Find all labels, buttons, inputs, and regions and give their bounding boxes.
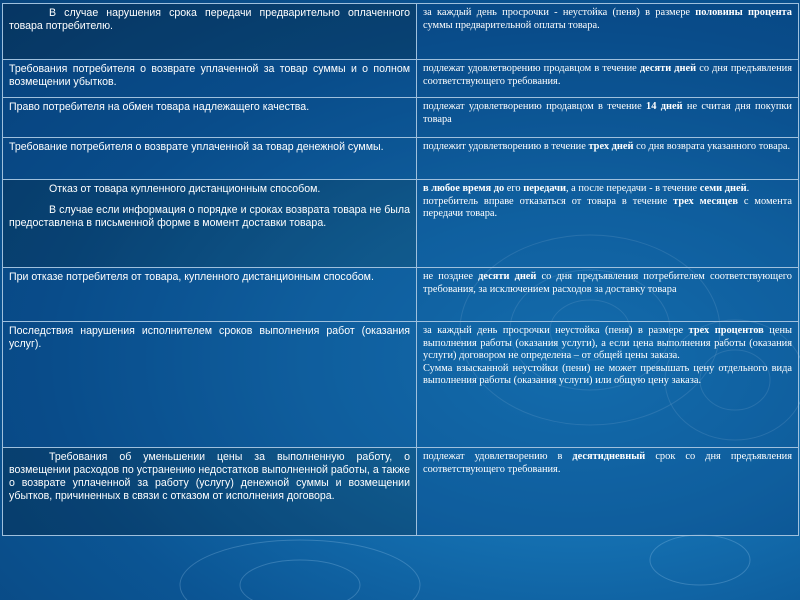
- table-row: [3, 268, 799, 322]
- table-row: [3, 138, 799, 180]
- row-1-term: за каждый день просрочки - неустойка (пеня) в размере половины процента суммы предварительной оплаты товара.: [417, 4, 799, 60]
- row-3-term: подлежат удовлетворению продавцом в течение 14 дней не считая дня покупки товара: [417, 98, 799, 138]
- row-5-term: в любое время до его передачи, а после передачи - в течение семи дней. потребитель вправе отказаться от товара в течение трех месяцев с момента передачи товара.: [417, 180, 799, 268]
- row-5-paragraph-1: Отказ от товара купленного дистанционным способом.: [49, 183, 321, 195]
- table-row: [3, 60, 799, 98]
- row-1-requirement: В случае нарушения срока передачи предварительно оплаченного товара потребителю.: [3, 4, 417, 60]
- table-row: [3, 98, 799, 138]
- table-row: [3, 448, 799, 536]
- table-row: [3, 180, 799, 268]
- row-4-term: подлежит удовлетворению в течение трех дней со дня возврата указанного товара.: [417, 138, 799, 180]
- row-7-term: за каждый день просрочки неустойка (пеня) в размере трех процентов цены выполнения работы (оказания услуги), а если цена выполнения работы (оказания услуги) договором не определена – от общей цены заказа. Сумма взысканной неустойки (пени) не может превышать цену отдельного вида выполнения работы (оказания услуги) или общую цену заказа.: [417, 322, 799, 448]
- row-6-term: не позднее десяти дней со дня предъявления потребителем соответствующего требования, за исключением расходов за доставку товара: [417, 268, 799, 322]
- table-row: [3, 322, 799, 448]
- row-8-term: подлежат удовлетворению в десятидневный срок со дня предъявления соответствующего требования.: [417, 448, 799, 536]
- row-2-requirement: Требования потребителя о возврате уплаченной за товар суммы и о полном возмещении убытков.: [3, 60, 417, 98]
- row-5-paragraph-2: В случае если информация о порядке и сроках возврата товара не была предоставлена в письменной форме в момент доставки товара.: [9, 204, 410, 229]
- table-row: [3, 4, 799, 60]
- row-4-requirement: Требование потребителя о возврате уплаченной за товар денежной суммы.: [3, 138, 417, 180]
- row-7-requirement: Последствия нарушения исполнителем сроков выполнения работ (оказания услуг).: [3, 322, 417, 448]
- row-5-requirement: [3, 180, 417, 268]
- consumer-rights-table: [2, 3, 799, 536]
- row-8-requirement: Требования об уменьшении цены за выполненную работу, о возмещении расходов по устранению недостатков выполненной работы, а также о возврате уплаченной за работу (услугу) денежной суммы и возмещении убытков, причиненных в связи с отказом от исполнения договора.: [3, 448, 417, 536]
- row-2-term: подлежат удовлетворению продавцом в течение десяти дней со дня предъявления соответствующего требования.: [417, 60, 799, 98]
- row-3-requirement: Право потребителя на обмен товара надлежащего качества.: [3, 98, 417, 138]
- row-6-requirement: При отказе потребителя от товара, купленного дистанционным способом.: [3, 268, 417, 322]
